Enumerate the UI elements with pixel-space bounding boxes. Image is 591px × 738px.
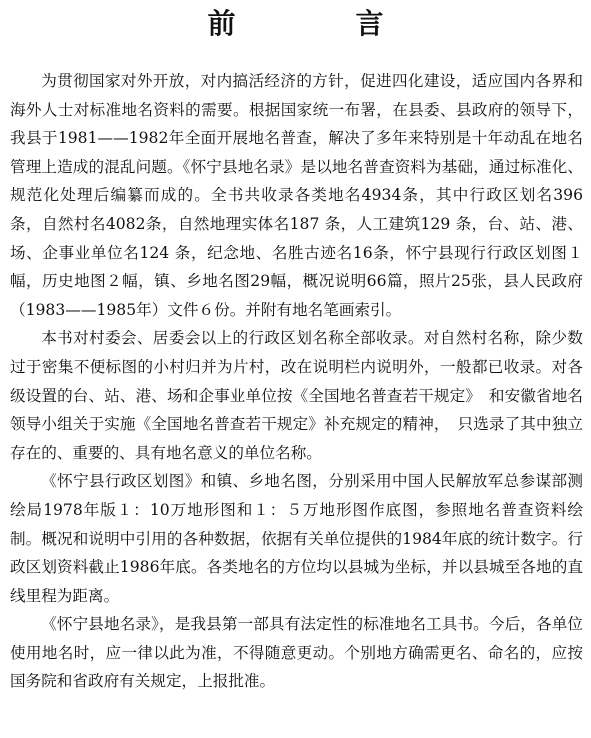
paragraph-3: 《怀宁县行政区划图》和镇、乡地名图，分别采用中国人民解放军总参谋部测绘局1978年版１：10万地形图和１：５万地形图作底图，参照地名普查资料绘制。概况和说明中引用的各种数据，依据有关单位提供的1984年底的统计数字。行政区划资料截止1986年底。各类地名的方位均以县城为坐标，并以县城至各地的直线里程为距离。 <box>10 472 583 605</box>
body-text <box>10 67 583 696</box>
paragraph-2: 本书对村委会、居委会以上的行政区划名称全部收录。对自然村名称，除少数过于密集不便标图的小村归并为片村，改在说明栏内说明外，一般都已收录。对各级设置的台、站、港、场和企事业单位按《全国地名普查若干规定》 和安徽省地名领导小组关于实施《全国地名普查若干规定》补充规定的精神， 只选录了其中独立存在的、重要的、具有地名意义的单位名称。 <box>10 329 583 462</box>
page-title: 前 言 <box>207 7 430 40</box>
paragraph-4: 《怀宁县地名录》，是我县第一部具有法定性的标准地名工具书。今后，各单位使用地名时，应一律以此为准，不得随意更动。个别地方确需更名、命名的，应按国务院和省政府有关规定，上报批准。 <box>10 615 583 691</box>
paragraph-1: 为贯彻国家对外开放，对内搞活经济的方针，促进四化建设，适应国内各界和海外人士对标准地名资料的需要。根据国家统一布署，在县委、县政府的领导下，我县于1981——1982年全面开展地名普查，解决了多年来特别是十年动乱在地名管理上造成的混乱问题。《怀宁县地名录》是以地名普查资料为基础，通过标准化、规范化处理后编纂而成的。全书共收录各类地名4934条，其中行政区划名396 条，自然村名4082条，自然地理实体名187 条，人工建筑129 条，台、站、港、场、企事业单位名124 条，纪念地、名胜古迹名16条，怀宁县现行行政区划图１幅，历史地图２幅，镇、乡地名图29幅，概况说明66篇，照片25张，县人民政府（1983——1985年）文件６份。并附有地名笔画索引。 <box>10 72 583 319</box>
